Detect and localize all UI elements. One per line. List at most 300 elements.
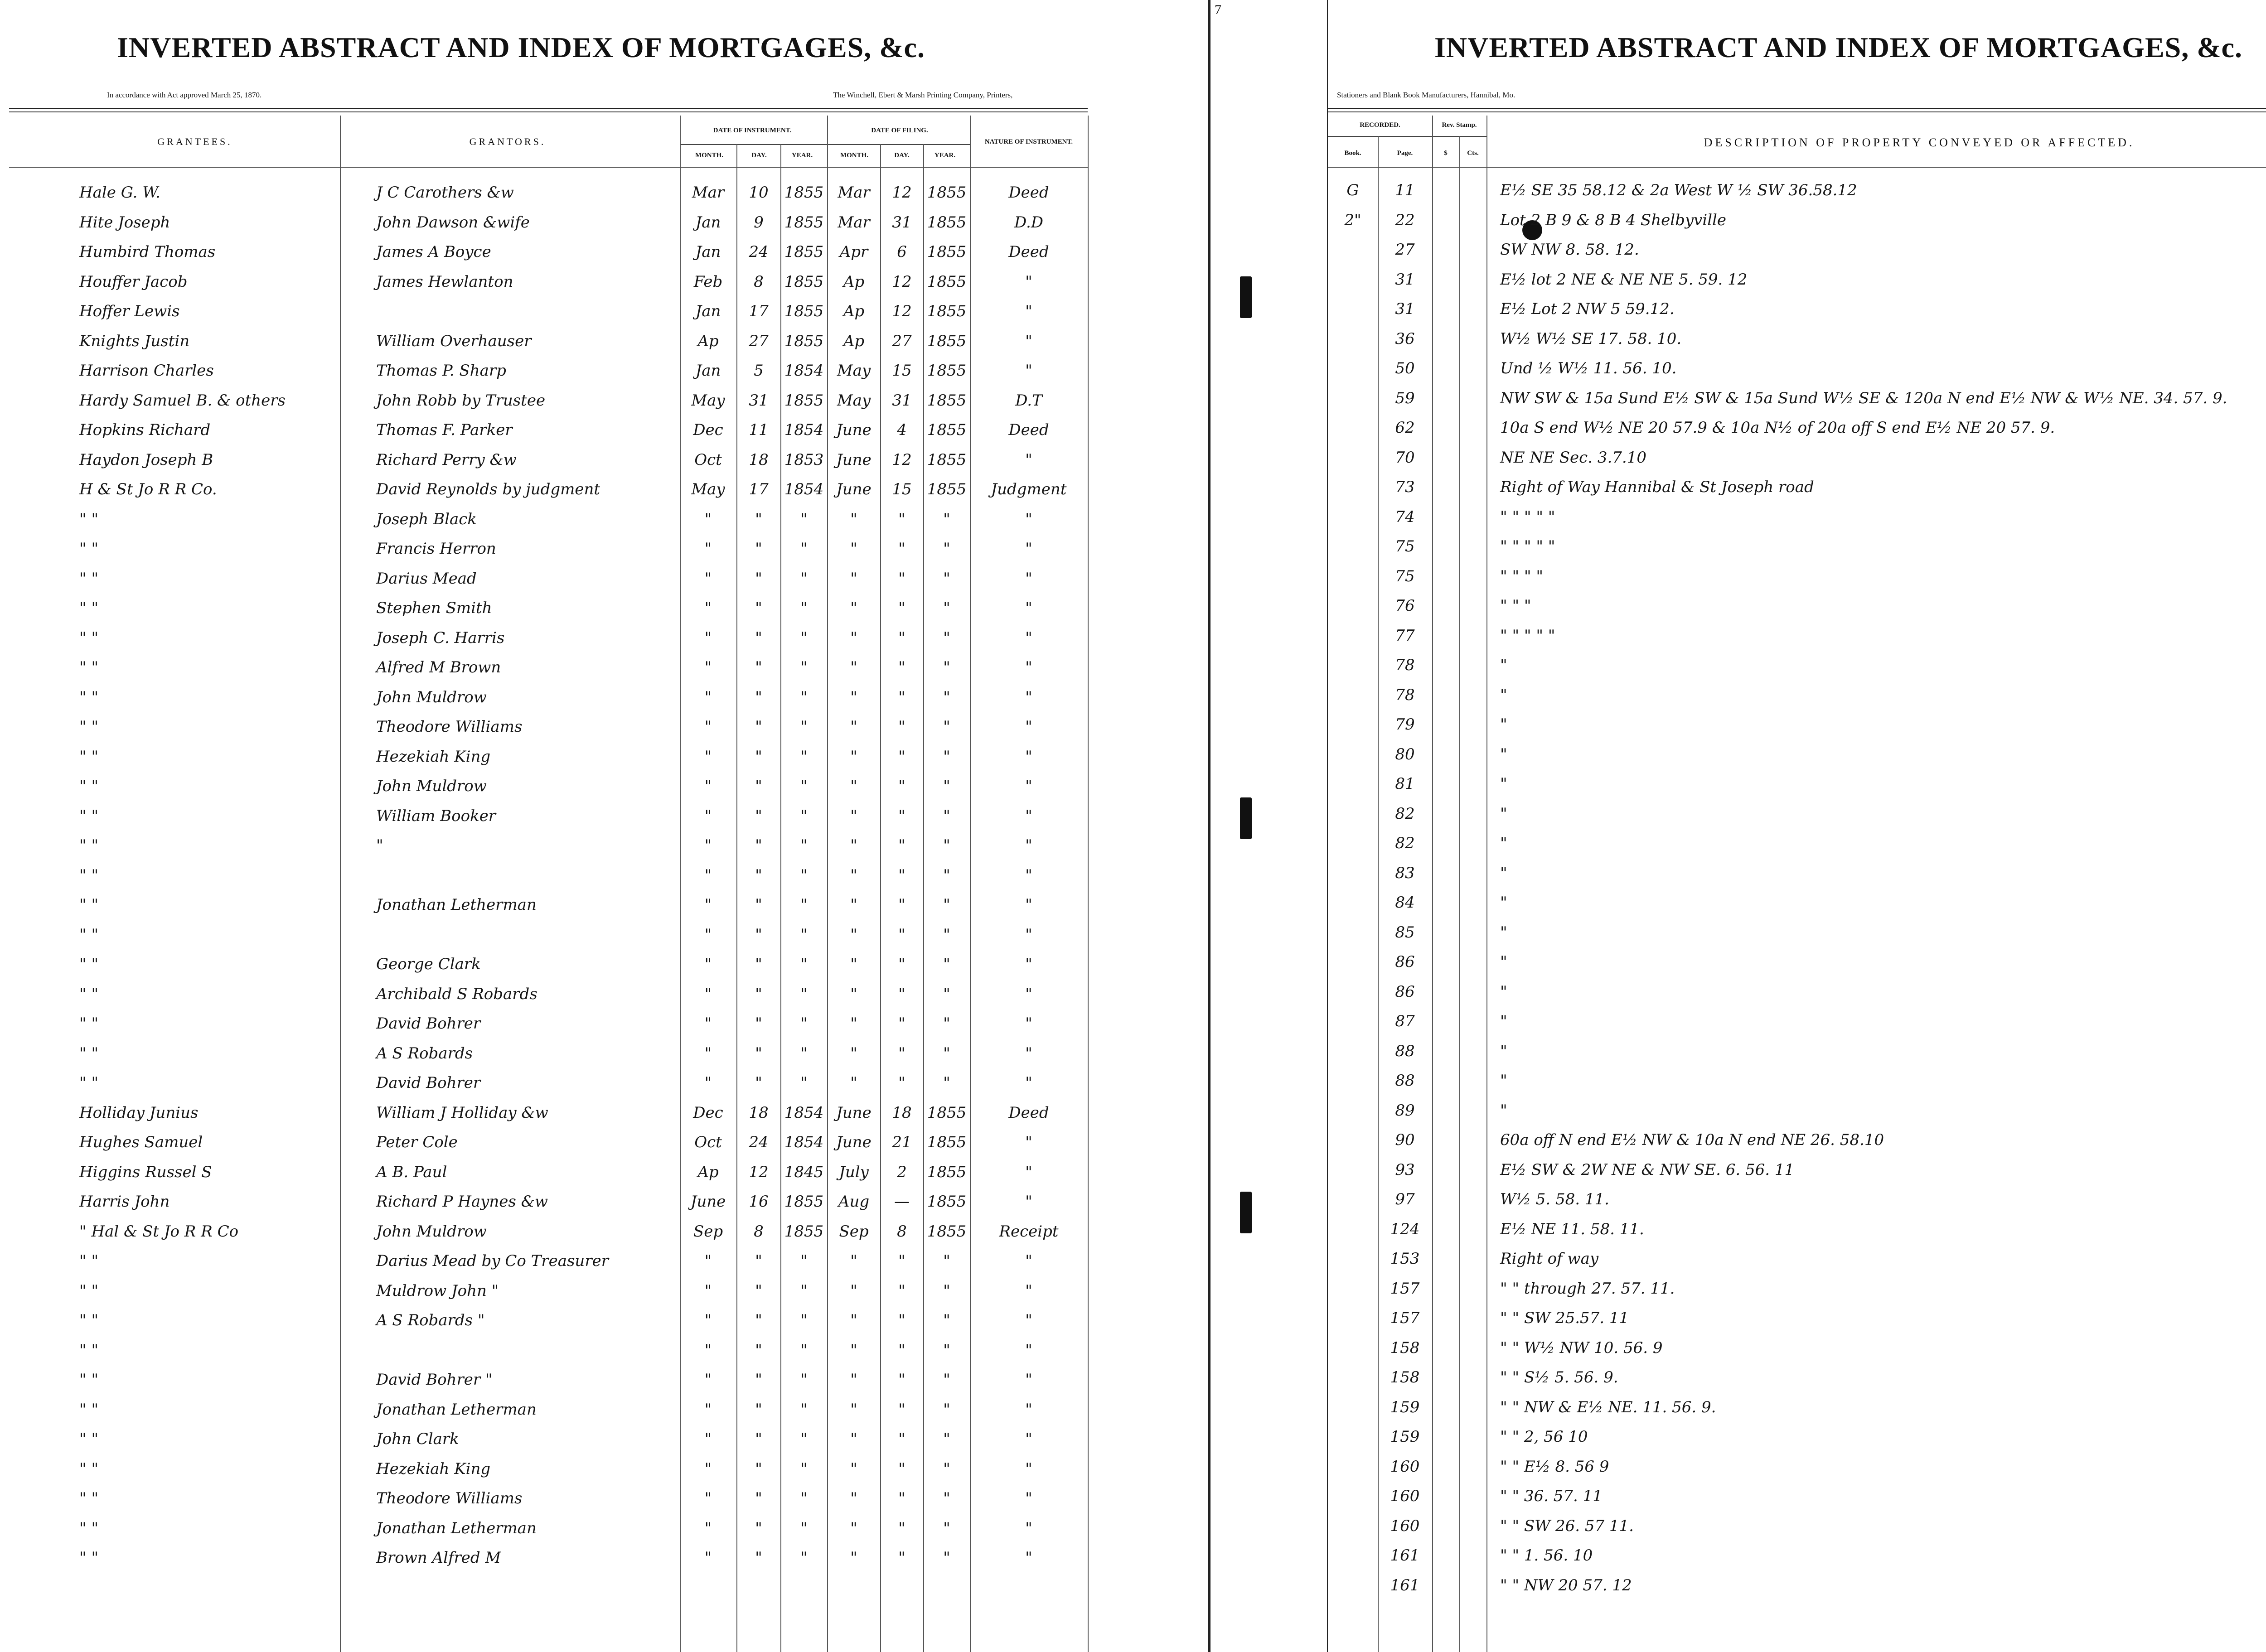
filing-month-cell: Sep bbox=[839, 1222, 869, 1241]
grantor-cell: John Clark bbox=[376, 1430, 459, 1448]
grantor-cell: William Overhauser bbox=[376, 332, 532, 350]
description-cell: " " " bbox=[1500, 597, 1531, 615]
filing-year-cell: " bbox=[943, 955, 950, 973]
instrument-month-cell: " bbox=[704, 1281, 712, 1300]
filing-month-cell: " bbox=[850, 747, 857, 766]
grantee-cell: " " bbox=[79, 688, 99, 706]
instrument-month-cell: " bbox=[704, 718, 712, 736]
filing-month-cell: May bbox=[837, 362, 871, 380]
description-cell: " bbox=[1500, 804, 1507, 823]
description-cell: 10a S end W½ NE 20 57.9 & 10a N½ of 20a off S end E½ NE 20 57. 9. bbox=[1500, 419, 2055, 437]
filing-day-cell: " bbox=[898, 925, 905, 944]
instrument-year-cell: 1854 bbox=[784, 1103, 824, 1122]
page-cell: 161 bbox=[1390, 1546, 1420, 1565]
nature-cell: " bbox=[1025, 718, 1032, 736]
page-cell: 59 bbox=[1395, 389, 1415, 407]
filing-year-cell: " bbox=[943, 1519, 950, 1537]
instrument-day-cell: " bbox=[755, 1341, 762, 1359]
filing-month-cell: " bbox=[850, 1311, 857, 1329]
grantee-cell: " " bbox=[79, 569, 99, 588]
filing-month-cell: Apr bbox=[839, 243, 868, 261]
grantee-cell: " " bbox=[79, 1252, 99, 1270]
description-cell: " " 36. 57. 11 bbox=[1500, 1487, 1603, 1505]
instrument-year-cell: " bbox=[800, 777, 808, 795]
filing-year-cell: 1855 bbox=[927, 1163, 967, 1181]
filing-month-cell: June bbox=[836, 450, 872, 469]
filing-year-cell: " bbox=[943, 1459, 950, 1478]
filing-year-cell: " bbox=[943, 1281, 950, 1300]
instrument-month-cell: " bbox=[704, 866, 712, 884]
description-cell: " " NW & E½ NE. 11. 56. 9. bbox=[1500, 1398, 1716, 1416]
instrument-year-cell: 1855 bbox=[784, 272, 824, 291]
description-cell: " bbox=[1500, 715, 1507, 734]
grantor-cell: Alfred M Brown bbox=[376, 658, 501, 676]
page-cell: 159 bbox=[1390, 1428, 1420, 1446]
filing-day-cell: " bbox=[898, 540, 905, 558]
instrument-day-cell: 31 bbox=[749, 391, 769, 410]
instrument-month-cell: Jan bbox=[695, 302, 721, 320]
filing-year-cell: " bbox=[943, 1400, 950, 1419]
nature-cell: D.D bbox=[1014, 213, 1044, 232]
instrument-month-cell: " bbox=[704, 1489, 712, 1507]
grantor-cell: Jonathan Letherman bbox=[376, 896, 537, 914]
grantee-cell: " " bbox=[79, 1430, 99, 1448]
instrument-year-cell: " bbox=[800, 1074, 808, 1092]
filing-day-cell: 31 bbox=[892, 391, 912, 410]
printer-note: The Winchell, Ebert & Marsh Printing Company, Printers, bbox=[833, 91, 1013, 99]
instrument-month-cell: " bbox=[704, 628, 712, 647]
filing-year-cell: 1855 bbox=[927, 391, 967, 410]
grantor-cell: Theodore Williams bbox=[376, 718, 523, 736]
filing-month-cell: " bbox=[850, 718, 857, 736]
page-cell: 36 bbox=[1395, 329, 1415, 348]
filing-year-cell: " bbox=[943, 1371, 950, 1389]
filing-year-cell: " bbox=[943, 688, 950, 706]
filing-day-cell: " bbox=[898, 807, 905, 825]
filing-month-cell: " bbox=[850, 807, 857, 825]
instrument-day-cell: 8 bbox=[754, 272, 764, 291]
instrument-year-cell: 1854 bbox=[784, 480, 824, 498]
instrument-year-cell: " bbox=[800, 1341, 808, 1359]
description-cell: E½ Lot 2 NW 5 59.12. bbox=[1500, 300, 1675, 318]
grantees-header: GRANTEES. bbox=[157, 136, 232, 147]
description-cell: " bbox=[1500, 982, 1507, 1001]
filing-month-cell: " bbox=[850, 628, 857, 647]
page-cell: 70 bbox=[1395, 448, 1415, 467]
instrument-month-cell: " bbox=[704, 688, 712, 706]
filing-month-cell: Ap bbox=[843, 302, 865, 320]
instrument-month-cell: " bbox=[704, 1430, 712, 1448]
page-cell: 31 bbox=[1395, 270, 1415, 289]
description-cell: " bbox=[1500, 953, 1507, 971]
filing-month-cell: " bbox=[850, 1074, 857, 1092]
filing-year-cell: 1855 bbox=[927, 362, 967, 380]
filing-day-cell: " bbox=[898, 1044, 905, 1063]
col-divider bbox=[340, 116, 341, 1652]
page-title: INVERTED ABSTRACT AND INDEX OF MORTGAGES, &c. bbox=[1434, 31, 2242, 63]
grantee-cell: Humbird Thomas bbox=[79, 243, 216, 261]
nature-cell: " bbox=[1025, 1549, 1032, 1567]
instrument-month-cell: " bbox=[704, 747, 712, 766]
description-cell: " " " " " bbox=[1500, 507, 1555, 526]
filing-month-cell: July bbox=[839, 1163, 869, 1181]
description-cell: Lot 2 B 9 & 8 B 4 Shelbyville bbox=[1500, 211, 1727, 229]
filing-day-cell: " bbox=[898, 628, 905, 647]
header-rule bbox=[9, 108, 1088, 109]
col-divider bbox=[736, 144, 737, 1652]
nature-cell: " bbox=[1025, 925, 1032, 944]
instrument-month-cell: Sep bbox=[693, 1222, 723, 1241]
nature-cell: " bbox=[1025, 450, 1032, 469]
description-cell: " " S½ 5. 56. 9. bbox=[1500, 1368, 1618, 1386]
page-cell: 82 bbox=[1395, 834, 1415, 852]
instrument-day-cell: " bbox=[755, 896, 762, 914]
description-header: DESCRIPTION OF PROPERTY CONVEYED OR AFFECTED. bbox=[1704, 136, 2135, 149]
instrument-month-cell: May bbox=[691, 391, 725, 410]
filing-year-cell: 1855 bbox=[927, 1193, 967, 1211]
instrument-year-cell: " bbox=[800, 1459, 808, 1478]
cents-header: Cts. bbox=[1467, 150, 1479, 157]
grantee-cell: " Hal & St Jo R R Co bbox=[79, 1222, 239, 1241]
page-cell: 160 bbox=[1390, 1487, 1420, 1505]
page-cell: 62 bbox=[1395, 419, 1415, 437]
instrument-year-cell: " bbox=[800, 510, 808, 528]
grantors-header: GRANTORS. bbox=[469, 136, 546, 147]
nature-cell: Judgment bbox=[991, 480, 1067, 498]
instrument-day-cell: " bbox=[755, 1489, 762, 1507]
page-cell: 78 bbox=[1395, 656, 1415, 674]
instrument-month-cell: " bbox=[704, 985, 712, 1003]
filing-month-cell: " bbox=[850, 1400, 857, 1419]
instrument-day-cell: " bbox=[755, 569, 762, 588]
filing-month-cell: " bbox=[850, 1519, 857, 1537]
grantee-cell: H & St Jo R R Co. bbox=[79, 480, 217, 498]
instrument-year-cell: " bbox=[800, 985, 808, 1003]
page-edge-line bbox=[1208, 0, 1210, 1652]
instrument-day-cell: " bbox=[755, 866, 762, 884]
filing-day-cell: 6 bbox=[897, 243, 907, 261]
instrument-year-cell: " bbox=[800, 1549, 808, 1567]
description-cell: NE NE Sec. 3.7.10 bbox=[1500, 448, 1646, 467]
grantor-cell: Joseph C. Harris bbox=[376, 628, 505, 647]
instrument-month-cell: Mar bbox=[692, 184, 725, 202]
filing-month-cell: " bbox=[850, 1341, 857, 1359]
filing-day-cell: " bbox=[898, 1459, 905, 1478]
header-rule-thin bbox=[9, 111, 1088, 112]
instrument-month-cell: Oct bbox=[694, 450, 722, 469]
grantor-cell: Peter Cole bbox=[376, 1133, 458, 1151]
filing-year-cell: 1855 bbox=[927, 450, 967, 469]
grantor-cell: James Hewlanton bbox=[376, 272, 513, 291]
description-cell: " " " " " bbox=[1500, 626, 1555, 645]
nature-cell: " bbox=[1025, 955, 1032, 973]
description-cell: " bbox=[1500, 834, 1507, 852]
instrument-day-cell: " bbox=[755, 1014, 762, 1033]
grantee-cell: " " bbox=[79, 1341, 99, 1359]
binding-hole bbox=[1240, 797, 1252, 839]
col-divider bbox=[880, 144, 881, 1652]
instrument-year-cell: 1855 bbox=[784, 243, 824, 261]
instrument-day-cell: 9 bbox=[754, 213, 764, 232]
instrument-day-cell: " bbox=[755, 985, 762, 1003]
right-ledger-page bbox=[1328, 0, 2266, 1652]
description-cell: " bbox=[1500, 745, 1507, 763]
instrument-month-cell: May bbox=[691, 480, 725, 498]
page-cell: 75 bbox=[1395, 537, 1415, 555]
filing-day-cell: 12 bbox=[892, 272, 912, 291]
filing-year-cell: " bbox=[943, 1341, 950, 1359]
instrument-day-cell: " bbox=[755, 1459, 762, 1478]
filing-month-cell: " bbox=[850, 836, 857, 855]
filing-month-cell: " bbox=[850, 1430, 857, 1448]
nature-cell: D.T bbox=[1015, 391, 1042, 410]
instrument-year-cell: 1845 bbox=[784, 1163, 824, 1181]
page-cell: 86 bbox=[1395, 953, 1415, 971]
filing-month-cell: " bbox=[850, 777, 857, 795]
grantor-cell: Archibald S Robards bbox=[376, 985, 537, 1003]
page-cell: 50 bbox=[1395, 359, 1415, 377]
instrument-month-cell: " bbox=[704, 658, 712, 676]
instrument-year-cell: " bbox=[800, 599, 808, 617]
filing-year-cell: " bbox=[943, 658, 950, 676]
filing-day-cell: " bbox=[898, 1430, 905, 1448]
date-instrument-header: DATE OF INSTRUMENT. bbox=[713, 127, 792, 134]
page-cell: 81 bbox=[1395, 775, 1415, 793]
filing-month-cell: June bbox=[836, 421, 872, 439]
description-cell: W½ W½ SE 17. 58. 10. bbox=[1500, 329, 1682, 348]
filing-year-cell: 1855 bbox=[927, 243, 967, 261]
grantee-cell: " " bbox=[79, 836, 99, 855]
filing-year-cell: " bbox=[943, 777, 950, 795]
description-cell: " bbox=[1500, 1101, 1507, 1120]
filing-year-cell: 1855 bbox=[927, 421, 967, 439]
description-cell: E½ lot 2 NE & NE NE 5. 59. 12 bbox=[1500, 270, 1748, 289]
instrument-year-cell: " bbox=[800, 1489, 808, 1507]
page-cell: 73 bbox=[1395, 478, 1415, 496]
nature-cell: " bbox=[1025, 866, 1032, 884]
description-cell: " bbox=[1500, 1012, 1507, 1030]
grantor-cell: Darius Mead by Co Treasurer bbox=[376, 1252, 609, 1270]
description-cell: Und ½ W½ 11. 56. 10. bbox=[1500, 359, 1677, 377]
instrument-year-cell: " bbox=[800, 628, 808, 647]
filing-year-cell: 1855 bbox=[927, 302, 967, 320]
instrument-year-cell: " bbox=[800, 836, 808, 855]
grantee-cell: Hopkins Richard bbox=[79, 421, 211, 439]
instrument-month-cell: " bbox=[704, 1549, 712, 1567]
grantor-cell: " bbox=[376, 836, 383, 855]
description-cell: " " " " " bbox=[1500, 537, 1555, 555]
instrument-day-cell: 16 bbox=[749, 1193, 769, 1211]
nature-cell: " bbox=[1025, 658, 1032, 676]
filing-month-cell: " bbox=[850, 1549, 857, 1567]
grantee-cell: " " bbox=[79, 925, 99, 944]
filing-day-cell: " bbox=[898, 1311, 905, 1329]
instrument-month-cell: " bbox=[704, 1311, 712, 1329]
instrument-day-cell: " bbox=[755, 718, 762, 736]
nature-cell: " bbox=[1025, 302, 1032, 320]
description-cell: E½ SE 35 58.12 & 2a West W ½ SW 36.58.12 bbox=[1500, 181, 1857, 199]
recorded-header: RECORDED. bbox=[1360, 121, 1400, 129]
grantor-cell: John Muldrow bbox=[376, 777, 487, 795]
grantee-cell: " " bbox=[79, 718, 99, 736]
page-cell: 124 bbox=[1390, 1220, 1420, 1238]
filing-day-cell: " bbox=[898, 510, 905, 528]
instrument-month-cell: Jan bbox=[695, 213, 721, 232]
grantee-cell: Hardy Samuel B. & others bbox=[79, 391, 286, 410]
description-cell: SW NW 8. 58. 12. bbox=[1500, 241, 1639, 259]
description-cell: " " SW 25.57. 11 bbox=[1500, 1309, 1629, 1327]
page-number: 7 bbox=[1215, 2, 1221, 17]
filing-year-cell: 1855 bbox=[927, 272, 967, 291]
page-cell: 11 bbox=[1395, 181, 1415, 199]
grantor-cell: Francis Herron bbox=[376, 540, 496, 558]
filing-day-cell: " bbox=[898, 1341, 905, 1359]
instrument-day-cell: 24 bbox=[749, 243, 769, 261]
filing-day-cell: " bbox=[898, 569, 905, 588]
filing-year-cell: " bbox=[943, 1489, 950, 1507]
grantor-cell: Hezekiah King bbox=[376, 1459, 491, 1478]
instrument-month-cell: Dec bbox=[693, 1103, 723, 1122]
filing-day-cell: " bbox=[898, 1074, 905, 1092]
filing-day-cell: " bbox=[898, 1489, 905, 1507]
grantee-cell: " " bbox=[79, 658, 99, 676]
page-title: INVERTED ABSTRACT AND INDEX OF MORTGAGES, &c. bbox=[117, 31, 925, 63]
filing-month-cell: June bbox=[836, 1133, 872, 1151]
description-cell: " bbox=[1500, 923, 1507, 942]
page-cell: 77 bbox=[1395, 626, 1415, 645]
instrument-year-cell: " bbox=[800, 896, 808, 914]
instrument-month-cell: Ap bbox=[697, 332, 719, 350]
description-cell: " bbox=[1500, 864, 1507, 882]
filing-year-cell: " bbox=[943, 807, 950, 825]
col-divider bbox=[827, 116, 828, 1652]
grantee-cell: Harris John bbox=[79, 1193, 170, 1211]
filing-year-cell: 1855 bbox=[927, 480, 967, 498]
grantor-cell: David Bohrer bbox=[376, 1074, 481, 1092]
grantor-cell: David Bohrer bbox=[376, 1014, 481, 1033]
grantor-cell: Theodore Williams bbox=[376, 1489, 523, 1507]
filing-month-cell: May bbox=[837, 391, 871, 410]
description-cell: " " NW 20 57. 12 bbox=[1500, 1576, 1632, 1594]
grantor-cell: Richard Perry &w bbox=[376, 450, 517, 469]
book-cell: 2" bbox=[1344, 211, 1361, 229]
nature-cell: " bbox=[1025, 362, 1032, 380]
instrument-month-cell: " bbox=[704, 540, 712, 558]
filing-day-cell: " bbox=[898, 658, 905, 676]
grantee-cell: " " bbox=[79, 747, 99, 766]
instrument-day-cell: " bbox=[755, 1074, 762, 1092]
page-cell: 161 bbox=[1390, 1576, 1420, 1594]
page-cell: 87 bbox=[1395, 1012, 1415, 1030]
instrument-month-cell: " bbox=[704, 925, 712, 944]
filing-day-cell: " bbox=[898, 1371, 905, 1389]
page-cell: 88 bbox=[1395, 1042, 1415, 1060]
filing-month-cell: " bbox=[850, 1459, 857, 1478]
description-cell: " " 2, 56 10 bbox=[1500, 1428, 1588, 1446]
filing-month-cell: " bbox=[850, 569, 857, 588]
instrument-year-cell: 1854 bbox=[784, 1133, 824, 1151]
grantor-cell: Richard P Haynes &w bbox=[376, 1193, 548, 1211]
description-cell: " " W½ NW 10. 56. 9 bbox=[1500, 1338, 1663, 1357]
filing-day-cell: 31 bbox=[892, 213, 912, 232]
instrument-day-cell: 18 bbox=[749, 450, 769, 469]
grantor-cell: A S Robards bbox=[376, 1044, 473, 1063]
grantor-cell: John Robb by Trustee bbox=[376, 391, 546, 410]
nature-cell: " bbox=[1025, 1459, 1032, 1478]
nature-cell: Deed bbox=[1008, 421, 1049, 439]
filing-day-cell: — bbox=[894, 1193, 910, 1211]
instrument-day-cell: " bbox=[755, 925, 762, 944]
nature-cell: " bbox=[1025, 1371, 1032, 1389]
grantee-cell: " " bbox=[79, 777, 99, 795]
description-cell: NW SW & 15a Sund E½ SW & 15a Sund W½ SE & 120a N end E½ NW & W½ NE. 34. 57. 9. bbox=[1500, 389, 2227, 407]
filing-day-cell: " bbox=[898, 1014, 905, 1033]
page-cell: 27 bbox=[1395, 241, 1415, 259]
page-cell: 74 bbox=[1395, 507, 1415, 526]
grantee-cell: Knights Justin bbox=[79, 332, 190, 350]
instrument-month-cell: " bbox=[704, 599, 712, 617]
grantee-cell: " " bbox=[79, 599, 99, 617]
grantor-cell: David Bohrer " bbox=[376, 1371, 493, 1389]
instrument-month-cell: " bbox=[704, 1341, 712, 1359]
filing-month-cell: " bbox=[850, 896, 857, 914]
act-note: In accordance with Act approved March 25, 1870. bbox=[107, 91, 262, 99]
page-cell: 157 bbox=[1390, 1309, 1420, 1327]
header-rule bbox=[1328, 108, 2266, 109]
grantor-cell: J C Carothers &w bbox=[376, 184, 514, 202]
instrument-year-cell: 1855 bbox=[784, 391, 824, 410]
nature-cell: " bbox=[1025, 1193, 1032, 1211]
description-cell: E½ SW & 2W NE & NW SE. 6. 56. 11 bbox=[1500, 1160, 1795, 1179]
page-cell: 82 bbox=[1395, 804, 1415, 823]
filing-month-cell: " bbox=[850, 599, 857, 617]
description-cell: " bbox=[1500, 894, 1507, 912]
filing-month-cell: " bbox=[850, 1489, 857, 1507]
filing-year-cell: 1855 bbox=[927, 1133, 967, 1151]
nature-cell: " bbox=[1025, 1311, 1032, 1329]
instrument-day-cell: 5 bbox=[754, 362, 764, 380]
grantor-cell: Brown Alfred M bbox=[376, 1549, 501, 1567]
day-filing-header: DAY. bbox=[894, 152, 910, 159]
description-cell: Right of Way Hannibal & St Joseph road bbox=[1500, 478, 1814, 496]
instrument-month-cell: " bbox=[704, 569, 712, 588]
instrument-day-cell: " bbox=[755, 1281, 762, 1300]
filing-day-cell: " bbox=[898, 985, 905, 1003]
col-divider bbox=[1459, 136, 1460, 1652]
instrument-day-cell: 17 bbox=[749, 480, 769, 498]
grantor-cell: Darius Mead bbox=[376, 569, 477, 588]
description-cell: " " SW 26. 57 11. bbox=[1500, 1517, 1634, 1535]
filing-day-cell: 2 bbox=[897, 1163, 907, 1181]
binding-hole bbox=[1240, 276, 1252, 318]
month-filing-header: MONTH. bbox=[840, 152, 869, 159]
instrument-year-cell: " bbox=[800, 540, 808, 558]
grantor-cell: A S Robards " bbox=[376, 1311, 485, 1329]
description-cell: " " through 27. 57. 11. bbox=[1500, 1279, 1675, 1298]
instrument-year-cell: " bbox=[800, 1519, 808, 1537]
col-divider bbox=[1486, 116, 1487, 1652]
grantee-cell: " " bbox=[79, 1400, 99, 1419]
grantee-cell: " " bbox=[79, 1519, 99, 1537]
filing-year-cell: " bbox=[943, 836, 950, 855]
instrument-month-cell: " bbox=[704, 1014, 712, 1033]
instrument-year-cell: " bbox=[800, 658, 808, 676]
nature-cell: " bbox=[1025, 1074, 1032, 1092]
filing-year-cell: 1855 bbox=[927, 184, 967, 202]
filing-month-cell: June bbox=[836, 1103, 872, 1122]
instrument-day-cell: 18 bbox=[749, 1103, 769, 1122]
description-cell: " " E½ 8. 56 9 bbox=[1500, 1457, 1609, 1476]
